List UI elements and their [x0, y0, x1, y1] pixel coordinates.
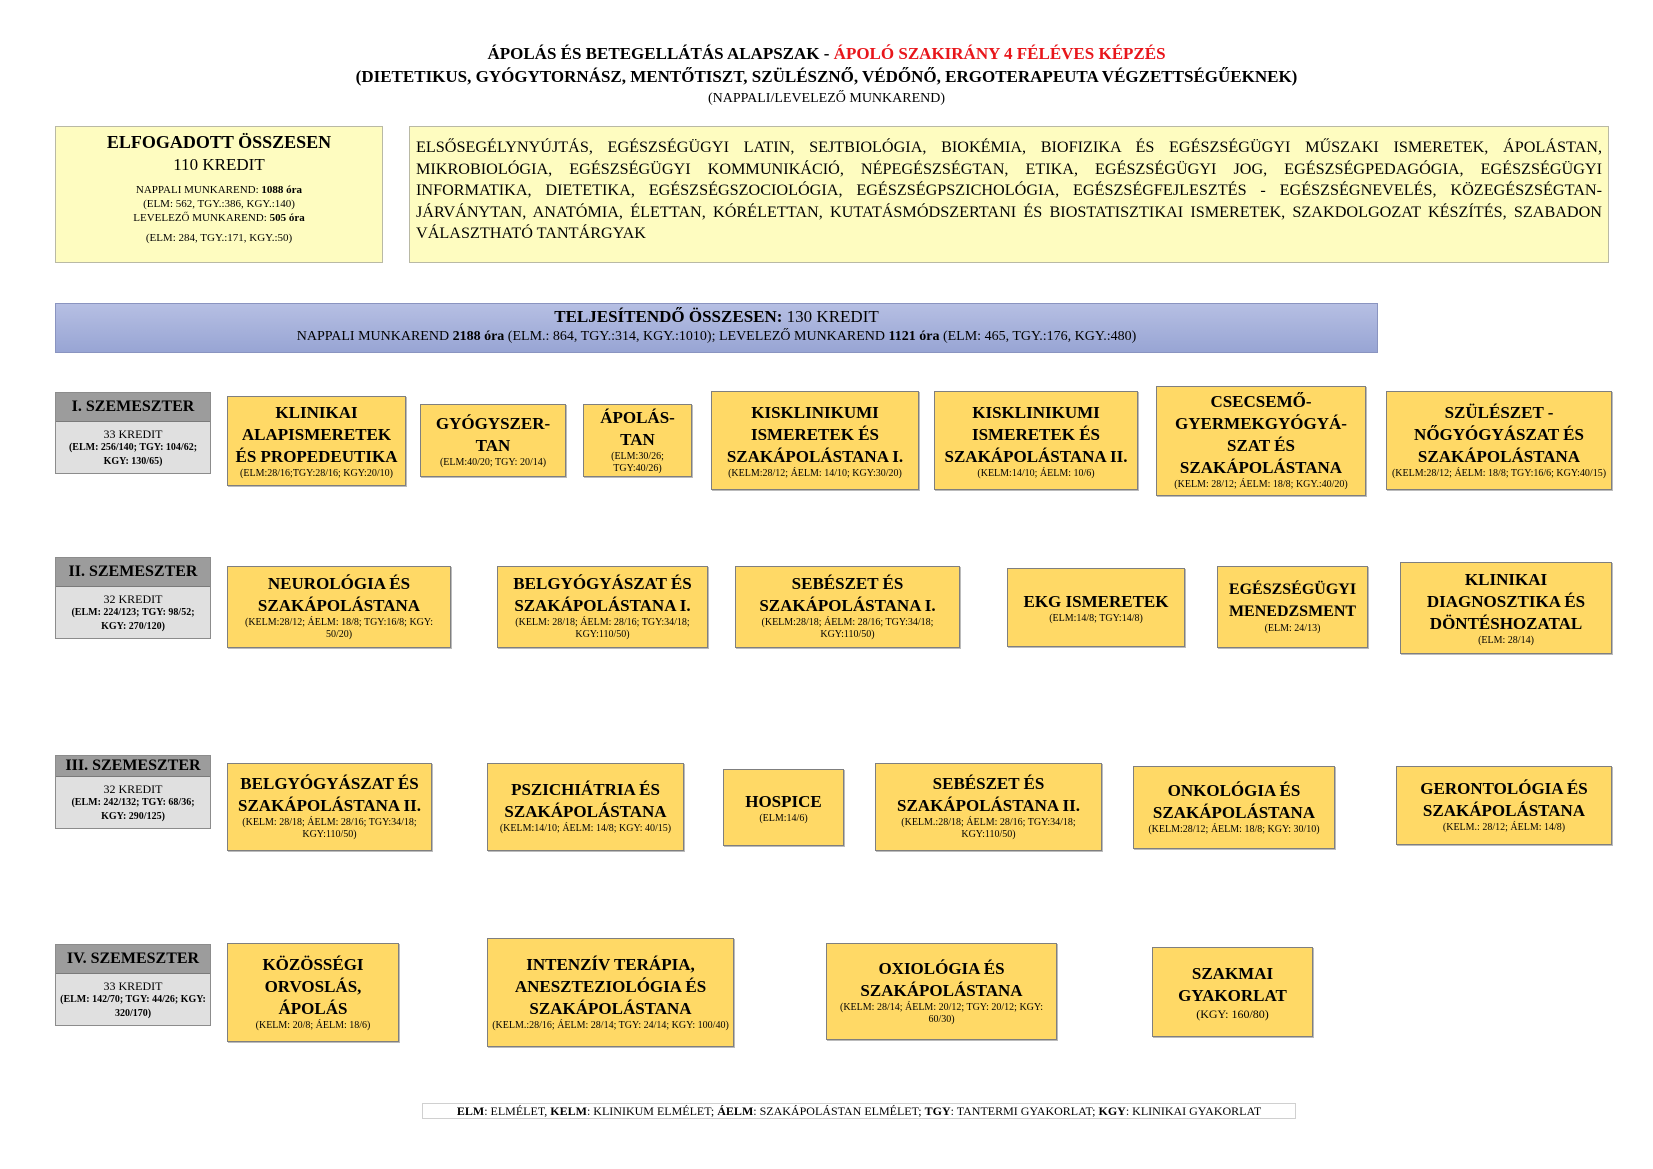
course-hours: (KGY: 160/80) — [1196, 1007, 1269, 1021]
course-box — [487, 938, 734, 1047]
course-box — [497, 566, 708, 648]
accepted-subjects-box: ELSŐSEGÉLYNYÚJTÁS, EGÉSZSÉGÜGYI LATIN, SEJTBIOLÓGIA, BIOKÉMIA, BIOFIZIKA ÉS EGÉSZSÉGÜGYI MŰSZAKI ISMERETEK, ÁPOLÁSTAN, MIKROBIOLÓGIA, EGÉSZSÉGÜGYI KOMMUNIKÁCIÓ, NÉPEGÉSZSÉGTAN, ETIKA, EGÉSZSÉGÜGYI JOG, EGÉSZSÉGPEDAGÓGIA, EGÉSZSÉGÜGYI INFORMATIKA, DIETETIKA, EGÉSZSÉGSZOCIOLÓGIA, EGÉSZSÉGPSZICHOLÓGIA, EGÉSZSÉGFEJLESZTÉS - EGÉSZSÉGNEVELÉS, KÖZEGÉSZSÉGTAN-JÁRVÁNYTAN, ANATÓMIA, ÉLETTAN, KÓRÉLETTAN, KUTATÁSMÓDSZERTANI ÉS BIOSTATISZTIKAI ISMERETEK, SZAKDOLGOZAT KÉSZÍTÉS, SZABADON VÁLASZTHATÓ TANTÁRGYAK — [409, 126, 1609, 263]
course-hours: (KELM:28/12; ÁELM: 18/8; TGY:16/6; KGY:40/15) — [1391, 467, 1607, 479]
course-title: SEBÉSZET ÉS SZAKÁPOLÁSTANA I. — [759, 574, 936, 615]
semester-credits: 32 KREDIT — [103, 782, 163, 796]
course-title: EGÉSZSÉGÜGYI MENEDZSMENT — [1228, 581, 1357, 620]
subtitle: (DIETETIKUS, GYÓGYTORNÁSZ, MENTŐTISZT, SZÜLÉSZNŐ, VÉDŐNŐ, ERGOTERAPEUTA VÉGZETTSÉGŰEKNEK) — [355, 67, 1298, 86]
legend-text: : KLINIKAI GYAKORLAT — [1125, 1104, 1262, 1118]
course-hours: (ELM: 24/13) — [1264, 623, 1321, 634]
course-hours: (ELM:14/8; TGY:14/8) — [1049, 612, 1143, 624]
course-title: KÖZÖSSÉGI ORVOSLÁS, ÁPOLÁS — [262, 954, 364, 1018]
course-box — [723, 769, 844, 846]
corr-hours: 505 óra — [269, 212, 305, 224]
course-title: BELGYÓGYÁSZAT ÉS SZAKÁPOLÁSTANA I. — [513, 574, 692, 615]
course-title: GERONTOLÓGIA ÉS SZAKÁPOLÁSTANA — [1420, 778, 1588, 820]
course-title: BELGYÓGYÁSZAT ÉS SZAKÁPOLÁSTANA II. — [238, 774, 421, 815]
corr-label: LEVELEZŐ MUNKAREND: — [133, 212, 270, 224]
course-box — [1396, 766, 1612, 845]
course-title: KISKLINIKUMI ISMERETEK ÉS SZAKÁPOLÁSTANA II. — [944, 402, 1128, 466]
total-corr-detail: (ELM: 465, TGY.:176, KGY.:480) — [939, 329, 1137, 344]
course-title: GYÓGYSZER-TAN — [435, 413, 551, 455]
course-box — [934, 391, 1138, 490]
course-box — [875, 763, 1102, 851]
legend-abbr: KELM — [550, 1104, 587, 1118]
course-box — [227, 566, 451, 648]
course-title: KISKLINIKUMI ISMERETEK ÉS SZAKÁPOLÁSTANA I. — [726, 402, 904, 466]
semester-title: I. SZEMESZTER — [56, 393, 210, 422]
semester-info — [56, 422, 210, 473]
course-hours: (KELM.: 28/12; ÁELM: 14/8) — [1442, 821, 1566, 833]
legend-abbr: KGY — [1098, 1104, 1126, 1118]
semester-detail: (ELM: 256/140; TGY: 104/62; KGY: 130/65) — [68, 442, 198, 467]
course-title: EKG ISMERETEK — [1023, 591, 1169, 611]
course-box — [1386, 391, 1612, 490]
semester-detail: (ELM: 242/132; TGY: 68/36; KGY: 290/125) — [71, 797, 195, 822]
legend-abbr: TGY — [924, 1104, 951, 1118]
course-box — [227, 763, 432, 851]
semester-info — [56, 777, 210, 828]
course-title: HOSPICE — [745, 791, 822, 811]
total-label: TELJESÍTENDŐ ÖSSZESEN: — [554, 307, 783, 326]
daily-hours: 1088 óra — [261, 184, 303, 196]
accepted-corr — [56, 211, 382, 225]
accepted-daily-detail: (ELM: 562, TGY.:386, KGY.:140) — [143, 198, 295, 210]
course-hours: (KELM.:28/18; ÁELM: 28/16; TGY:34/18; KGY:110/50) — [901, 817, 1076, 840]
course-title: OXIOLÓGIA ÉS SZAKÁPOLÁSTANA — [860, 958, 1023, 1000]
total-heading — [56, 307, 1377, 327]
course-hours: (KELM: 28/18; ÁELM: 28/16; TGY:34/18; KGY:110/50) — [242, 817, 417, 840]
course-box — [227, 943, 399, 1042]
semester-1-box — [55, 392, 211, 474]
course-hours: (KELM: 28/14; ÁELM: 20/12; TGY: 20/12; KGY: 60/30) — [840, 1001, 1043, 1025]
legend-text: : TANTERMI GYAKORLAT; — [950, 1104, 1099, 1118]
semester-credits: 32 KREDIT — [103, 592, 163, 606]
semester-detail: (ELM: 224/123; TGY: 98/52; KGY: 270/120) — [71, 607, 195, 632]
semester-credits: 33 KREDIT — [103, 427, 163, 441]
course-hours: (ELM: 28/14) — [1478, 635, 1534, 646]
course-title: KLINIKAI DIAGNOSZTIKA ÉS DÖNTÉSHOZATAL — [1426, 570, 1586, 633]
course-hours: (ELM:40/20; TGY: 20/14) — [439, 456, 547, 468]
legend-text: : ELMÉLET, — [484, 1104, 551, 1118]
course-box — [1156, 386, 1366, 496]
course-hours: (ELM:14/6) — [759, 812, 808, 824]
course-title: SZAKMAI GYAKORLAT — [1178, 964, 1287, 1005]
course-hours: (ELM:28/16;TGY:28/16; KGY:20/10) — [240, 468, 393, 479]
semester-info — [56, 974, 210, 1025]
abbreviation-legend — [422, 1103, 1296, 1119]
semester-title: III. SZEMESZTER — [56, 756, 210, 777]
course-box — [487, 763, 684, 851]
main-title — [200, 44, 1453, 64]
total-detail — [56, 329, 1377, 345]
course-hours: (KELM:28/12; ÁELM: 18/8; KGY: 30/10) — [1148, 823, 1320, 835]
course-hours: (KELM:28/18; ÁELM: 28/16; TGY:34/18; KGY:110/50) — [761, 617, 934, 640]
semester-3-box — [55, 755, 211, 829]
title-highlight: ÁPOLÓ SZAKIRÁNY 4 FÉLÉVES KÉPZÉS — [833, 44, 1166, 63]
course-hours: (KELM:28/12; ÁELM: 14/10; KGY:30/20) — [728, 467, 902, 479]
course-title: NEUROLÓGIA ÉS SZAKÁPOLÁSTANA — [257, 574, 421, 615]
course-box — [227, 396, 406, 486]
title-text: ÁPOLÁS ÉS BETEGELLÁTÁS ALAPSZAK - — [487, 44, 834, 63]
semester-credits: 33 KREDIT — [103, 979, 163, 993]
total-daily-label: NAPPALI MUNKAREND — [296, 329, 453, 344]
course-box — [1007, 568, 1185, 647]
course-hours: (KELM.:28/16; ÁELM: 28/14; TGY: 24/14; KGY: 100/40) — [492, 1019, 729, 1031]
course-box — [1133, 766, 1335, 849]
course-hours: (ELM:30/26; TGY:40/26) — [611, 450, 664, 474]
course-box — [1152, 947, 1313, 1037]
course-title: SZÜLÉSZET - NŐGYÓGYÁSZAT ÉS SZAKÁPOLÁSTANA — [1414, 402, 1584, 466]
total-corr-hours: 1121 óra — [888, 329, 940, 344]
total-credits: 130 KREDIT — [782, 307, 879, 326]
course-title: KLINIKAI ALAPISMERETEK ÉS PROPEDEUTIKA — [235, 403, 398, 466]
accepted-total-box — [55, 126, 383, 263]
total-daily-hours: 2188 óra — [452, 329, 505, 344]
course-hours: (KELM: 20/8; ÁELM: 18/6) — [255, 1019, 371, 1031]
legend-text: : KLINIKUM ELMÉLET; — [586, 1104, 718, 1118]
semester-detail: (ELM: 142/70; TGY: 44/26; KGY: 320/170) — [60, 994, 206, 1019]
course-title: SEBÉSZET ÉS SZAKÁPOLÁSTANA II. — [897, 774, 1080, 815]
course-box — [583, 404, 692, 477]
course-box — [1217, 566, 1368, 648]
legend-text: : SZAKÁPOLÁSTAN ELMÉLET; — [753, 1104, 925, 1118]
legend-abbr: ELM — [456, 1104, 485, 1118]
course-hours: (KELM:14/10; ÁELM: 14/8; KGY: 40/15) — [499, 823, 672, 834]
course-box — [711, 391, 919, 490]
course-hours: (KELM: 28/18; ÁELM: 28/16; TGY:34/18; KGY:110/50) — [515, 617, 690, 640]
legend-abbr: ÁELM — [717, 1104, 754, 1118]
total-bar — [55, 303, 1378, 353]
course-title: ONKOLÓGIA ÉS SZAKÁPOLÁSTANA — [1152, 780, 1316, 822]
accepted-heading: ELFOGADOTT ÖSSZESEN — [106, 132, 332, 152]
semester-4-box — [55, 944, 211, 1026]
schedule-note: (NAPPALI/LEVELEZŐ MUNKAREND) — [707, 91, 946, 106]
accepted-credits: 110 KREDIT — [173, 155, 265, 174]
course-title: PSZICHIÁTRIA ÉS SZAKÁPOLÁSTANA — [504, 780, 667, 821]
course-box — [1400, 562, 1612, 654]
semester-title: II. SZEMESZTER — [56, 558, 210, 587]
daily-label: NAPPALI MUNKAREND: — [135, 184, 262, 196]
accepted-daily — [56, 183, 382, 197]
course-box — [826, 943, 1057, 1040]
course-hours: (KELM:14/10; ÁELM: 10/6) — [977, 467, 1095, 479]
accepted-corr-detail: (ELM: 284, TGY.:171, KGY.:50) — [145, 232, 293, 244]
course-title: ÁPOLÁS-TAN — [600, 407, 675, 449]
semester-title: IV. SZEMESZTER — [56, 945, 210, 974]
course-title: CSECSEMŐ-GYERMEKGYÓGYÁ-SZAT ÉS SZAKÁPOLÁSTANA — [1175, 392, 1347, 477]
course-box — [420, 404, 566, 477]
total-daily-detail: (ELM.: 864, TGY.:314, KGY.:1010); LEVELEZŐ MUNKAREND — [504, 329, 889, 344]
course-hours: (KELM: 28/12; ÁELM: 18/8; KGY.:40/20) — [1174, 479, 1348, 490]
semester-info — [56, 587, 210, 638]
course-box — [735, 566, 960, 648]
semester-2-box — [55, 557, 211, 639]
course-hours: (KELM:28/12; ÁELM: 18/8; TGY:16/8; KGY: 50/20) — [245, 617, 433, 640]
course-title: INTENZÍV TERÁPIA, ANESZTEZIOLÓGIA ÉS SZAKÁPOLÁSTANA — [514, 954, 707, 1018]
